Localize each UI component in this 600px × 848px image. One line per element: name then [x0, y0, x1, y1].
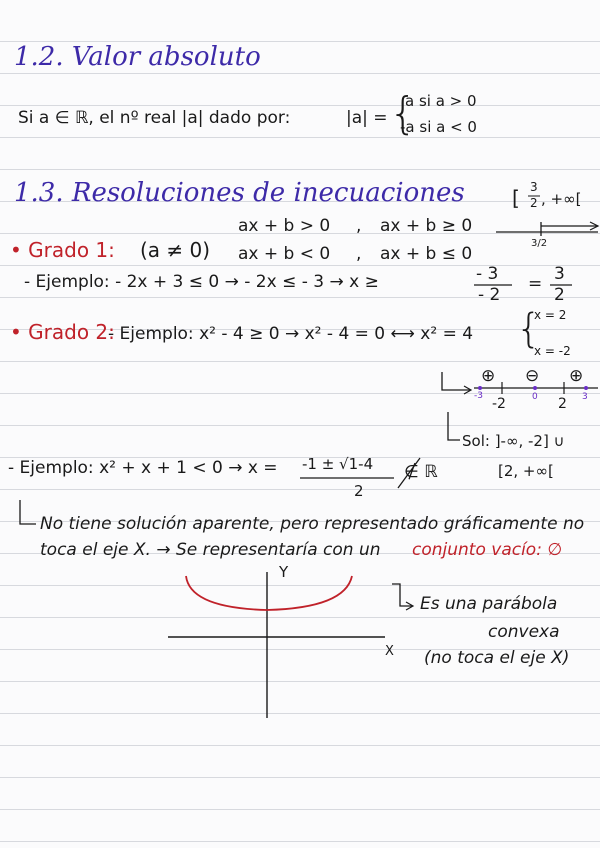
- grado-2-example: - Ejemplo: x² - 4 ≥ 0 → x² - 4 = 0 ⟷ x² = 4: [108, 324, 474, 344]
- abs-definition-text: Si a ∈ ℝ, el nº real |a| dado por:: [18, 108, 291, 128]
- interval-rest: , +∞[: [541, 190, 582, 208]
- root-positive: x = 2: [534, 308, 567, 322]
- parabola-curve: [186, 576, 352, 610]
- parabola-note-2: convexa: [488, 622, 560, 642]
- frac1-denominator: - 2: [478, 285, 501, 305]
- axis-y-label: Y: [279, 563, 289, 581]
- grado-1-condition: (a ≠ 0): [140, 238, 211, 262]
- example3-frac-den: 2: [354, 482, 364, 500]
- tick-label-m3: -3: [474, 391, 483, 401]
- solution-text: Sol: ]-∞, -2] ∪: [462, 432, 565, 450]
- parabola-note-arrow: [392, 584, 413, 610]
- sign-plus-left: ⊕: [481, 366, 496, 386]
- tick-label-2: 2: [558, 396, 567, 412]
- inequality-3: ax + b < 0: [238, 244, 331, 264]
- brace-icon: {: [389, 88, 417, 139]
- interval-open-bracket: [: [512, 186, 520, 210]
- inequality-4: ax + b ≤ 0: [380, 244, 473, 264]
- sign-plus-right: ⊕: [569, 366, 584, 386]
- inequality-2: ax + b ≥ 0: [380, 216, 473, 236]
- frac2-denominator: 2: [554, 285, 565, 305]
- example3-text: - Ejemplo: x² + x + 1 < 0 → x =: [8, 458, 278, 478]
- frac1-numerator: - 3: [476, 264, 499, 284]
- grado-1-example: - Ejemplo: - 2x + 3 ≤ 0 → - 2x ≤ - 3 → x ≥: [24, 272, 379, 292]
- inequality-1: ax + b > 0: [238, 216, 331, 236]
- note-line-1: No tiene solución aparente, pero representado gráficamente no: [40, 514, 585, 534]
- not-in-reals: ∉ ℝ: [404, 462, 438, 482]
- interval-frac-den: 2: [530, 196, 538, 210]
- tick-label-m2: -2: [492, 396, 506, 412]
- abs-lhs: |a| =: [346, 108, 388, 128]
- brace-roots-icon: {: [516, 306, 542, 352]
- note-hook-arrow: [20, 500, 36, 524]
- interval-frac-num: 3: [530, 180, 538, 194]
- axis-x-label: X: [385, 644, 394, 659]
- parabola-axes: [168, 572, 385, 718]
- abs-case-positive: a si a > 0: [405, 92, 477, 110]
- section-title-valor-absoluto: 1.2. Valor absoluto: [14, 42, 261, 72]
- abs-case-negative: -a si a < 0: [400, 118, 477, 136]
- section-title-inecuaciones: 1.3. Resoluciones de inecuaciones: [14, 178, 465, 208]
- note-line-2: toca el eje X. → Se representaría con un: [40, 540, 381, 560]
- solution-text-2: [2, +∞[: [498, 462, 554, 480]
- example3-frac-num: -1 ± √1-4: [302, 455, 374, 473]
- sign-number-line: [474, 382, 598, 394]
- sign-chart-arrow: [442, 372, 471, 394]
- frac2-numerator: 3: [554, 264, 565, 284]
- grado-1-label: • Grado 1:: [10, 238, 115, 262]
- note-empty-set: conjunto vacío: ∅: [412, 540, 563, 560]
- axis-point-label: 3/2: [531, 238, 548, 249]
- tick-label-0: 0: [532, 392, 538, 402]
- separator-1: ,: [356, 216, 362, 236]
- parabola-note-1: Es una parábola: [420, 594, 558, 614]
- root-negative: x = -2: [534, 344, 571, 358]
- parabola-note-3: (no toca el eje X): [424, 648, 570, 668]
- fraction-equals: =: [528, 274, 543, 294]
- separator-2: ,: [356, 244, 362, 264]
- sign-minus: ⊖: [525, 366, 540, 386]
- grado-2-label: • Grado 2:: [10, 320, 115, 344]
- not-in-slash: [398, 458, 420, 488]
- solution-hook-arrow: [448, 412, 460, 440]
- tick-label-3: 3: [582, 392, 588, 402]
- grado1-number-line: [496, 222, 598, 236]
